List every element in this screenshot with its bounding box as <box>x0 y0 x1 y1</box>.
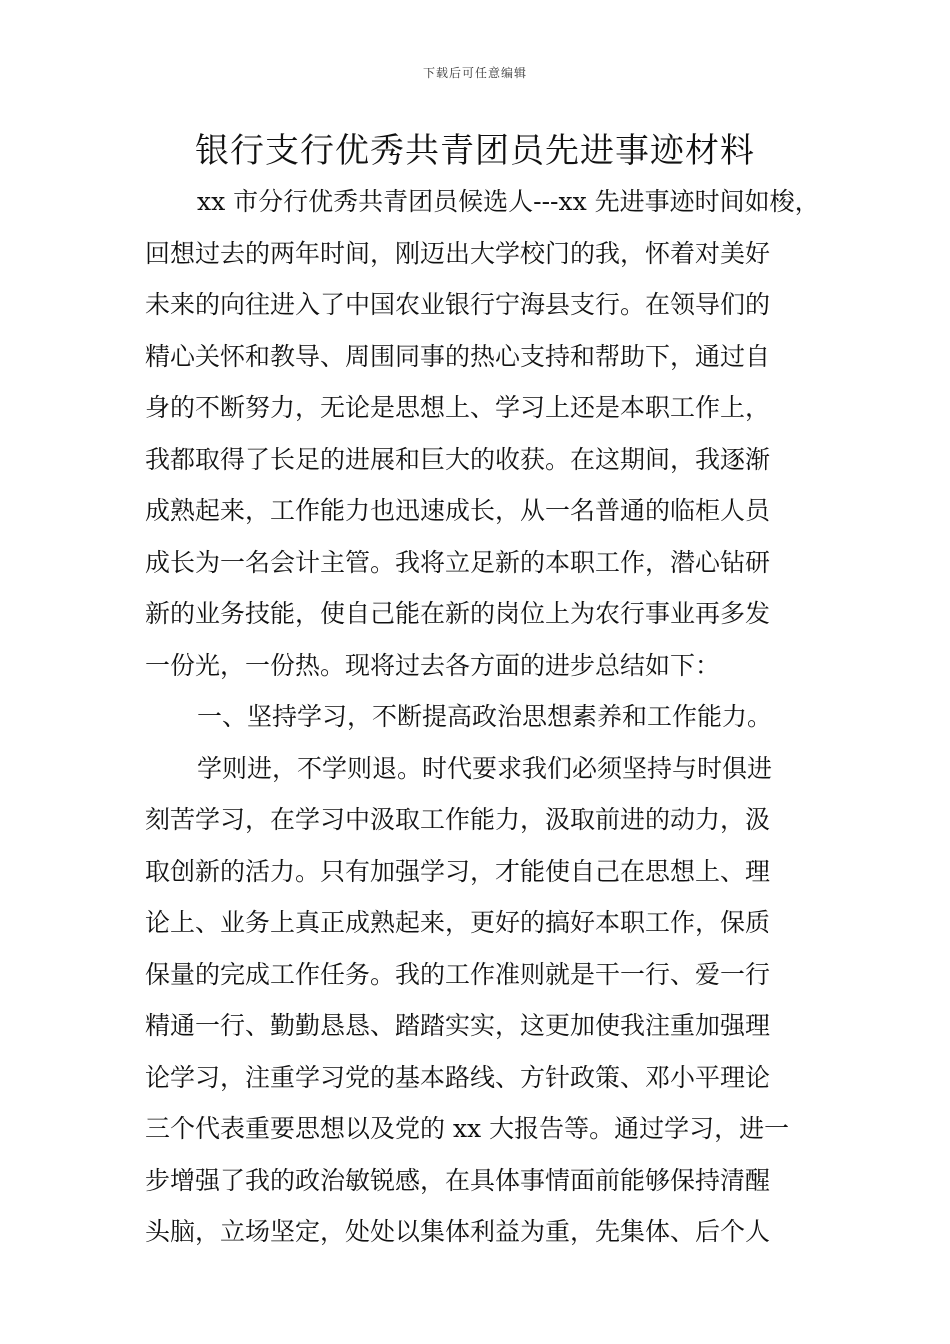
body-line: 成熟起来，工作能力也迅速成长，从一名普通的临柜人员 <box>145 496 771 525</box>
body-line: 一份光，一份热。现将过去各方面的进步总结如下： <box>145 650 721 680</box>
body-line: 三个代表重要思想以及党的 xx 大报告等。通过学习，进一 <box>145 1114 790 1143</box>
body-line: 取创新的活力。只有加强学习，才能使自己在思想上、理 <box>145 856 771 886</box>
body-line: 我都取得了长足的进展和巨大的收获。在这期间，我逐渐 <box>145 444 771 474</box>
body-line: 新的业务技能，使自己能在新的岗位上为农行事业再多发 <box>145 599 771 628</box>
body-line: 论上、业务上真正成熟起来，更好的搞好本职工作，保质 <box>145 908 771 937</box>
body-line: 回想过去的两年时间，刚迈出大学校门的我，怀着对美好 <box>145 238 771 268</box>
body-line: 论学习，注重学习党的基本路线、方针政策、邓小平理论 <box>145 1062 771 1092</box>
body-line: 头脑，立场坚定，处处以集体利益为重，先集体、后个人 <box>145 1217 771 1246</box>
body-line: 精通一行、勤勤恳恳、踏踏实实，这更加使我注重加强理 <box>145 1011 771 1040</box>
body-line: 步增强了我的政治敏锐感，在具体事情面前能够保持清醒 <box>145 1165 771 1195</box>
body-line: 身的不断努力，无论是思想上、学习上还是本职工作上， <box>145 393 771 422</box>
body-line: 一、坚持学习，不断提高政治思想素养和工作能力。 <box>197 702 773 731</box>
document-body <box>145 176 820 1258</box>
header-note: 下载后可任意编辑 <box>422 66 527 80</box>
body-line: 未来的向往进入了中国农业银行宁海县支行。在领导们的 <box>145 290 771 319</box>
body-line: xx 市分行优秀共青团员候选人---xx 先进事迹时间如梭， <box>197 187 820 216</box>
body-line: 学则进，不学则退。时代要求我们必须坚持与时俱进 <box>197 753 773 783</box>
body-line: 保量的完成工作任务。我的工作准则就是干一行、爱一行 <box>145 959 771 989</box>
body-line: 精心关怀和教导、周围同事的热心支持和帮助下，通过自 <box>145 341 771 371</box>
body-line: 刻苦学习，在学习中汲取工作能力，汲取前进的动力，汲 <box>145 805 771 834</box>
document-title: 银行支行优秀共青团员先进事迹材料 <box>195 131 755 171</box>
body-line: 成长为一名会计主管。我将立足新的本职工作，潜心钻研 <box>145 547 771 577</box>
